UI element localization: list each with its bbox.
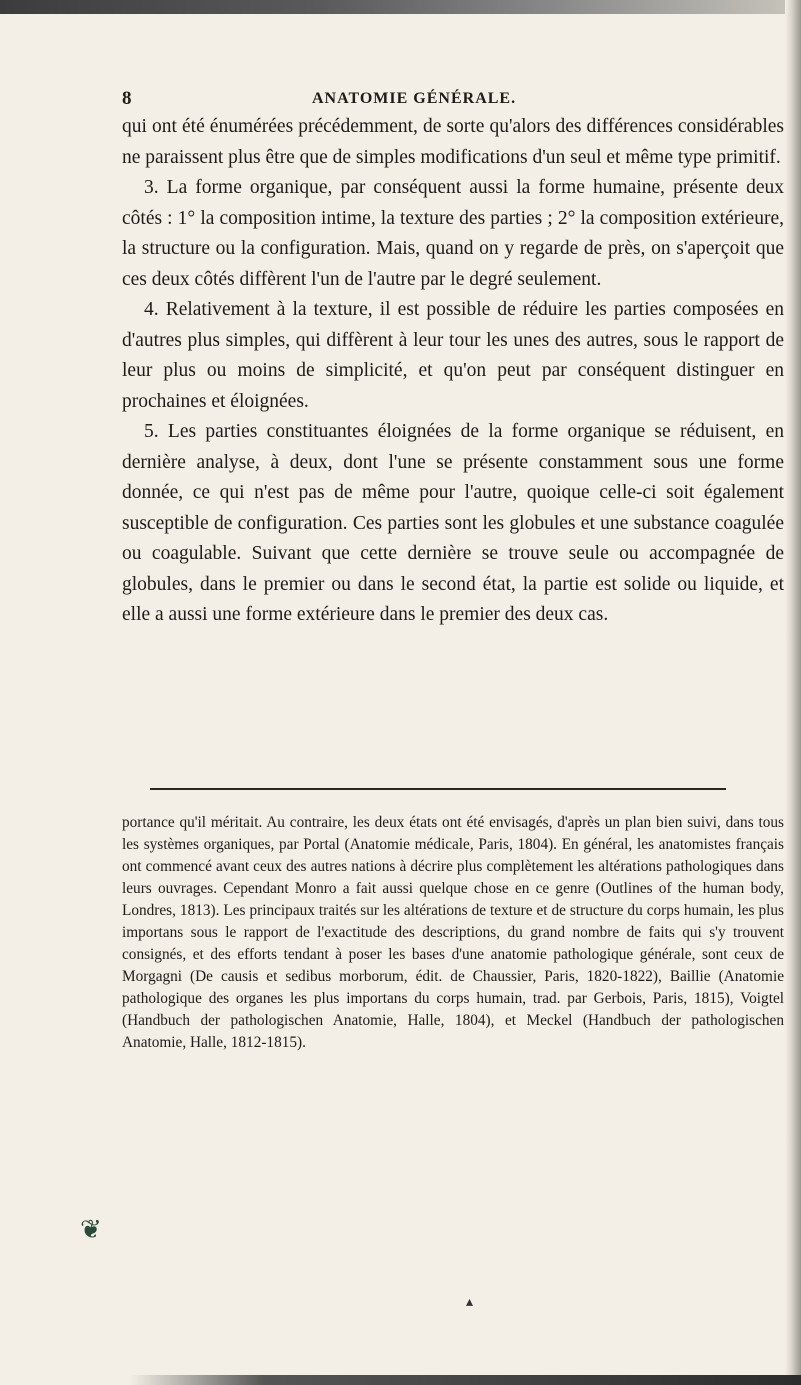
footnote bbox=[122, 812, 784, 1054]
footnote-text: portance qu'il méritait. Au contraire, les deux états ont été envisagés, d'après un plan bien suivi, dans tous les systèmes organiques, par Portal (Anatomie médicale, Paris, 1804). En général, les anatomistes français ont commencé avant ceux des autres nations à décrire plus complètement les altérations pathologiques dans leurs ouvrages. Cependant Monro a fait aussi quelque chose en ce genre (Outlines of the human body, Londres, 1813). Les principaux traités sur les altérations de texture et de structure du corps humain, les plus importans sous le rapport de l'exactitude des descriptions, du grand nombre de faits qui s'y trouvent consignés, et des efforts tendant à poser les bases d'une anatomie pathologique générale, sont ceux de Morgagni (De causis et sedibus morborum, édit. de Chaussier, Paris, 1820-1822), Baillie (Anatomie pathologique des organes les plus importans du corps humain, trad. par Gerbois, Paris, 1815), Voigtel (Handbuch der pathologischen Anatomie, Halle, 1804), et Meckel (Handbuch der pathologischen Anatomie, Halle, 1812-1815). bbox=[122, 814, 784, 1051]
page-scan-right-edge bbox=[785, 0, 801, 1385]
scan-speck: ▴ bbox=[466, 1294, 474, 1310]
page-header bbox=[122, 88, 782, 114]
paragraph-4: 4. Relativement à la texture, il est possible de réduire les parties composées en d'autres plus simples, qui diffèrent à leur tour les unes des autres, sous le rapport de leur plus ou moins de simplicité, et qu'on peut par conséquent distinguer en prochaines et éloignées. bbox=[122, 299, 784, 412]
running-head: ANATOMIE GÉNÉRALE. bbox=[312, 90, 517, 107]
main-text bbox=[122, 112, 784, 631]
paragraph-3: 3. La forme organique, par conséquent aussi la forme humaine, présente deux côtés : 1° la composition intime, la texture des parties ; 2° la composition extérieure, la structure ou la configuration. Mais, quand on y regarde de près, on s'aperçoit que ces deux côtés diffèrent l'un de l'autre par le degré seulement. bbox=[122, 177, 784, 290]
ink-blot-mark: ❦ bbox=[80, 1215, 102, 1245]
paragraph-5: 5. Les parties constituantes éloignées de la forme organique se réduisent, en dernière analyse, à deux, dont l'une se présente constamment sous une forme donnée, ce qui n'est pas de même pour l'autre, quoique celle-ci soit également susceptible de configuration. Ces parties sont les globules et une substance coagulée ou coagulable. Suivant que cette dernière se trouve seule ou accompagnée de globules, dans le premier ou dans le second état, la partie est solide ou liquide, et elle a aussi une forme extérieure dans le premier des deux cas. bbox=[122, 421, 784, 625]
page-scan-top-edge bbox=[0, 0, 801, 14]
paragraph-continuation: qui ont été énumérées précédemment, de sorte qu'alors des différences considérables ne paraissent plus être que de simples modifications d'un seul et même type primitif. bbox=[122, 116, 784, 168]
page-scan-bottom-edge bbox=[130, 1375, 801, 1385]
footnote-divider bbox=[150, 788, 726, 790]
page-number: 8 bbox=[122, 88, 132, 109]
